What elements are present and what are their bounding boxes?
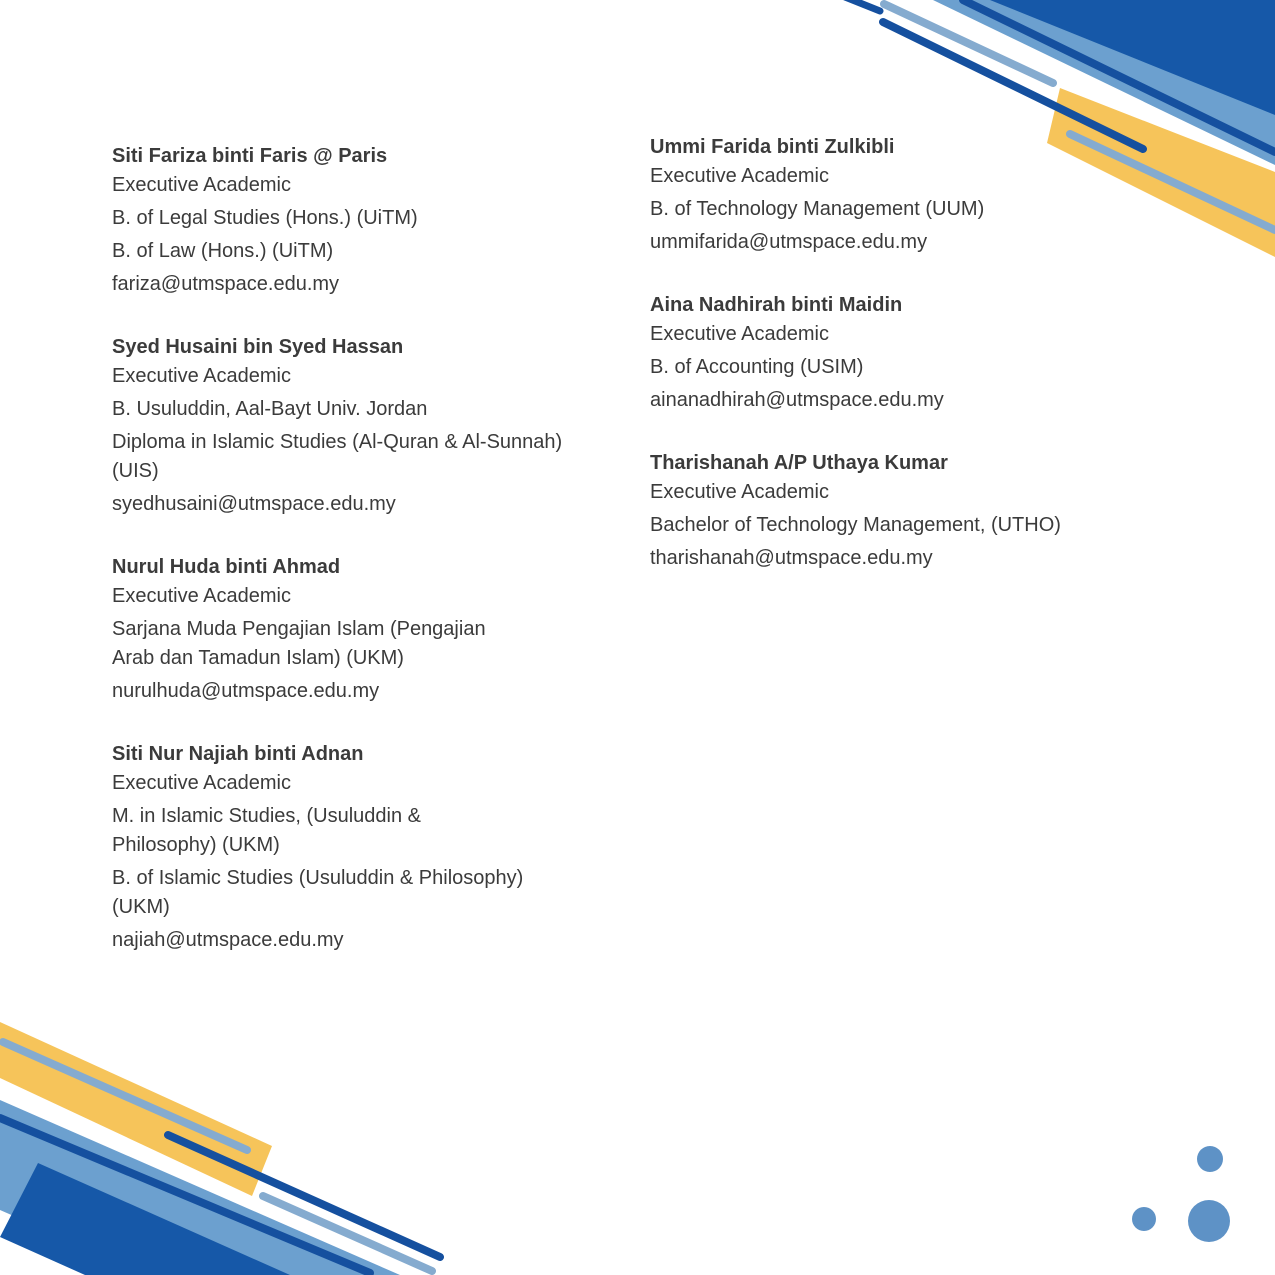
- staff-email: syedhusaini@utmspace.edu.my: [112, 493, 396, 515]
- staff-name: Syed Husaini bin Syed Hassan: [112, 336, 404, 358]
- staff-email: nurulhuda@utmspace.edu.my: [112, 680, 380, 702]
- staff-entry: [650, 133, 1190, 257]
- staff-qualification: [112, 864, 652, 922]
- staff-entry: [112, 553, 652, 706]
- qualification-line: M. in Islamic Studies, (Usuluddin &: [112, 805, 422, 827]
- staff-email: fariza@utmspace.edu.my: [112, 273, 340, 295]
- staff-entry: [112, 333, 652, 519]
- staff-email: tharishanah@utmspace.edu.my: [650, 547, 933, 569]
- staff-name: Nurul Huda binti Ahmad: [112, 556, 341, 578]
- qualification-line: Diploma in Islamic Studies (Al-Quran & Al-Sunnah): [112, 431, 563, 453]
- qualification-line: Sarjana Muda Pengajian Islam (Pengajian: [112, 618, 486, 640]
- staff-qualification: [112, 237, 652, 266]
- qualification-line: B. of Islamic Studies (Usuluddin & Philosophy): [112, 867, 524, 889]
- qualification-line: Bachelor of Technology Management, (UTHO): [650, 514, 1061, 536]
- staff-name: Aina Nadhirah binti Maidin: [650, 294, 903, 316]
- qualification-line: (UIS): [112, 460, 159, 482]
- dark-blue-sliver-top-icon: [845, 0, 880, 11]
- qualification-line: Philosophy) (UKM): [112, 834, 280, 856]
- qualification-line: B. of Accounting (USIM): [650, 356, 864, 378]
- staff-email: najiah@utmspace.edu.my: [112, 929, 344, 951]
- staff-role: Executive Academic: [112, 772, 291, 794]
- qualification-line: Arab dan Tamadun Islam) (UKM): [112, 647, 404, 669]
- staff-name: Tharishanah A/P Uthaya Kumar: [650, 452, 948, 474]
- staff-entry: [112, 740, 652, 955]
- staff-qualification: [650, 353, 1190, 382]
- staff-role: Executive Academic: [650, 481, 829, 503]
- staff-qualification: [112, 615, 652, 673]
- staff-role: Executive Academic: [112, 174, 291, 196]
- staff-name: Ummi Farida binti Zulkibli: [650, 136, 895, 158]
- staff-column-left: [112, 142, 652, 989]
- staff-column-right: [650, 133, 1190, 607]
- staff-name: Siti Nur Najiah binti Adnan: [112, 743, 364, 765]
- qualification-line: B. of Law (Hons.) (UiTM): [112, 240, 334, 262]
- staff-role: Executive Academic: [650, 323, 829, 345]
- dot-small-upper-icon: [1197, 1146, 1223, 1172]
- staff-qualification: [650, 195, 1190, 224]
- staff-entry: [112, 142, 652, 299]
- staff-role: Executive Academic: [650, 165, 829, 187]
- bottom-left-decoration: [0, 1022, 440, 1275]
- staff-name: Siti Fariza binti Faris @ Paris: [112, 145, 388, 167]
- qualification-line: B. of Legal Studies (Hons.) (UiTM): [112, 207, 418, 229]
- staff-qualification: [650, 511, 1190, 540]
- qualification-line: B. Usuluddin, Aal-Bayt Univ. Jordan: [112, 398, 428, 420]
- bottom-right-dots: [1132, 1146, 1230, 1242]
- staff-entry: [650, 449, 1190, 573]
- qualification-line: B. of Technology Management (UUM): [650, 198, 985, 220]
- staff-qualification: [112, 395, 652, 424]
- staff-qualification: [112, 204, 652, 233]
- staff-email: ainanadhirah@utmspace.edu.my: [650, 389, 944, 411]
- staff-role: Executive Academic: [112, 585, 291, 607]
- staff-role: Executive Academic: [112, 365, 291, 387]
- staff-qualification: [112, 802, 652, 860]
- staff-entry: [650, 291, 1190, 415]
- dot-small-left-icon: [1132, 1207, 1156, 1231]
- staff-qualification: [112, 428, 652, 486]
- qualification-line: (UKM): [112, 896, 170, 918]
- staff-email: ummifarida@utmspace.edu.my: [650, 231, 928, 253]
- dot-large-icon: [1188, 1200, 1230, 1242]
